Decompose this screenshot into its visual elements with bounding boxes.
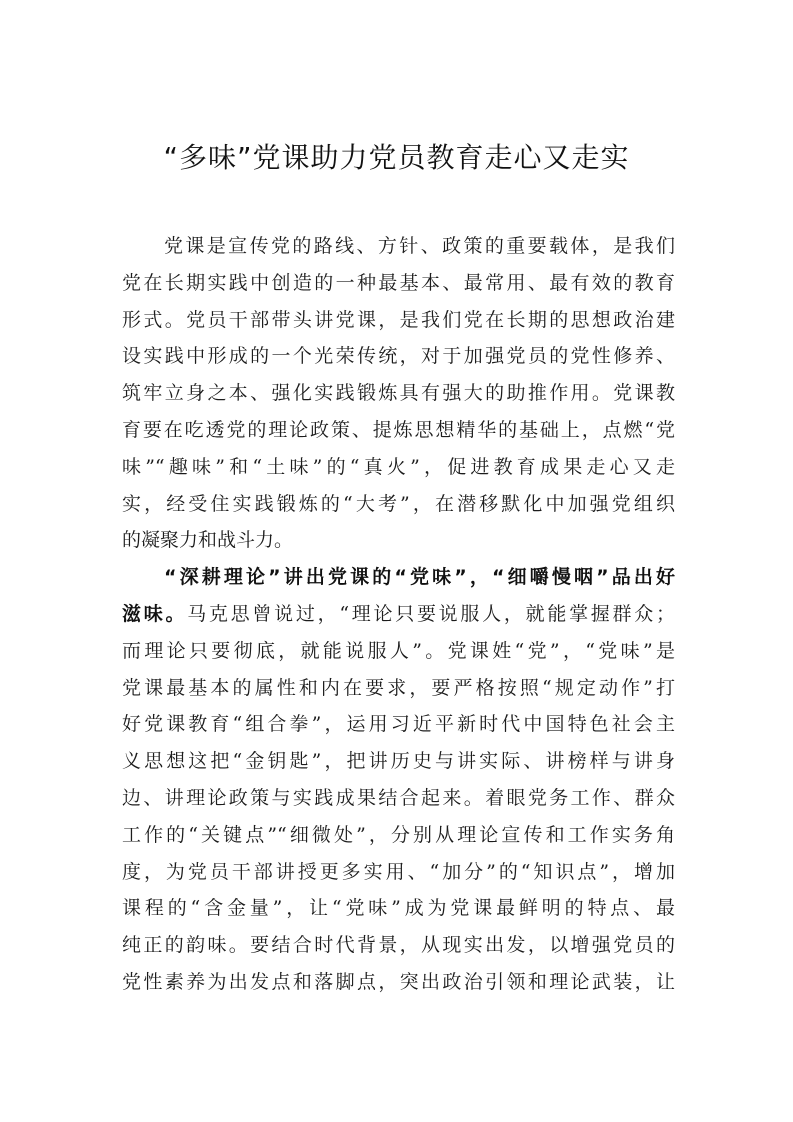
paragraph-line: 度，为党员干部讲授更多实用、“加分”的“知识点”，增加 (122, 860, 675, 883)
paragraph-line: 党性素养为出发点和落脚点，突出政治引领和理论武装，让 (122, 970, 675, 993)
paragraph-line: 设实践中形成的一个光荣传统，对于加强党员的党性修养、 (122, 345, 675, 368)
paragraph-line: 党课最基本的属性和内在要求，要严格按照“规定动作”打 (122, 676, 675, 699)
paragraph-text: 马克思曾说过，“理论只要说服人，就能掌握群众； (187, 602, 675, 625)
section-heading-tail: 滋味。 (122, 602, 188, 625)
document-body (122, 228, 675, 1001)
paragraph-line: 工作的“关键点”“细微处”，分别从理论宣传和工作实务角 (122, 823, 675, 846)
paragraph-line: 党在长期实践中创造的一种最基本、最常用、最有效的教育 (122, 271, 675, 294)
paragraph-line: 筑牢立身之本、强化实践锻炼具有强大的助推作用。党课教 (122, 382, 675, 405)
paragraph-line: 课程的“含金量”，让“党味”成为党课最鲜明的特点、最 (122, 897, 675, 920)
paragraph-line: 纯正的韵味。要结合时代背景，从现实出发，以增强党员的 (122, 934, 675, 957)
paragraph-line: 而理论只要彻底，就能说服人”。党课姓“党”，“党味”是 (122, 639, 675, 662)
paragraph-line: 形式。党员干部带头讲党课，是我们党在长期的思想政治建 (122, 308, 675, 331)
document-title: “多味”党课助力党员教育走心又走实 (163, 141, 630, 174)
paragraph-intro (122, 228, 675, 559)
paragraph-line: 党课是宣传党的路线、方针、政策的重要载体，是我们 (164, 235, 675, 257)
paragraph-line: 实，经受住实践锻炼的“大考”，在潜移默化中加强党组织 (122, 492, 675, 515)
paragraph-line (122, 596, 675, 633)
paragraph-line: 育要在吃透党的理论政策、提炼思想精华的基础上，点燃“党 (122, 418, 675, 441)
section-heading: “深耕理论”讲出党课的“党味”，“细嚼慢咽”品出好 (164, 566, 675, 589)
paragraph-line: 味”“趣味”和“土味”的“真火”，促进教育成果走心又走 (122, 455, 675, 478)
paragraph-line: 义思想这把“金钥匙”，把讲历史与讲实际、讲榜样与讲身 (122, 750, 675, 773)
paragraph-section-1 (122, 559, 675, 1001)
paragraph-line: 的凝聚力和战斗力。 (122, 529, 294, 552)
paragraph-line: 边、讲理论政策与实践成果结合起来。着眼党务工作、群众 (122, 786, 675, 809)
paragraph-line: 好党课教育“组合拳”，运用习近平新时代中国特色社会主 (122, 713, 675, 736)
